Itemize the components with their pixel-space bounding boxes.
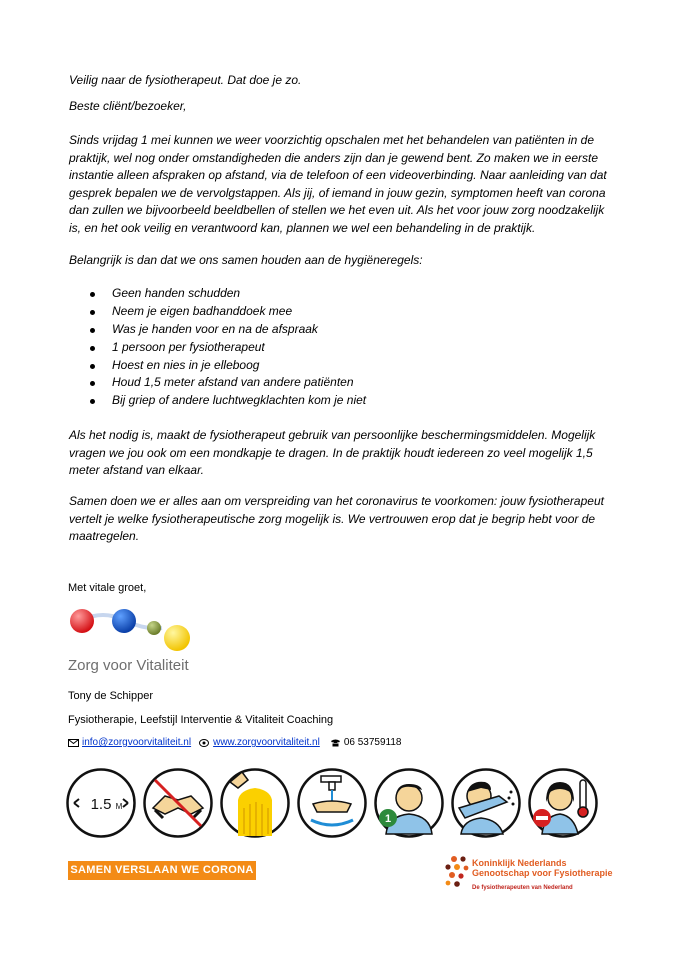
- knfg-dots-icon: [444, 856, 470, 888]
- paragraph-2-line: vragen we jou ook om een mondkapje te dragen. In de praktijk houdt iedereen zo veel mogelijk 1,5: [69, 445, 593, 460]
- salutation: Beste cliënt/bezoeker,: [69, 99, 187, 113]
- towel-icon: [222, 770, 289, 837]
- rule-text: 1 persoon per fysiotherapeut: [112, 339, 265, 354]
- envelope-icon: [68, 739, 79, 747]
- rule-text: Bij griep of andere luchtwegklachten kom je niet: [112, 393, 367, 408]
- paragraph-1-line: dan zullen we bijvoorbeeld beeldbellen of stellen we het even uit. Als het voor jouw zorg noodzakelijk: [69, 203, 605, 218]
- bullet-icon: [90, 399, 95, 404]
- paragraph-2: [69, 427, 609, 480]
- email-link[interactable]: info@zorgvoorvitaliteit.nl: [82, 737, 192, 748]
- paragraph-1-line: is, en het ook veilig en verantwoord kan, plannen we wel een behandeling in de praktijk.: [69, 220, 536, 235]
- distance-unit: M: [115, 802, 123, 811]
- knfg-logo: [444, 856, 624, 896]
- bullet-icon: [90, 346, 95, 351]
- paragraph-2-line: Als het nodig is, maakt de fysiotherapeut gebruik van persoonlijke beschermingsmiddelen. Mogelijk: [69, 428, 596, 442]
- contact-line: [68, 737, 401, 748]
- one-person-badge: 1: [384, 813, 392, 825]
- no-flu-icon: [530, 770, 597, 837]
- paragraph-3-line: Samen doen we er alles aan om verspreiding van het coronavirus te voorkomen: jouw fysiotherapeut: [69, 494, 604, 508]
- bullet-icon: [90, 292, 95, 297]
- list-item: [90, 285, 366, 303]
- company-logo: [66, 608, 201, 678]
- distance-icon: [68, 770, 135, 837]
- paragraph-3: [69, 493, 609, 546]
- paragraph-1-line: gesprek bepalen we de vervolgstappen. Als jij, of iemand in jouw gezin, symptomen heeft van corona: [69, 185, 606, 200]
- paragraph-1-line: Sinds vrijdag 1 mei kunnen we weer voorzichtig opschalen met het behandelen van patiënten in de: [69, 133, 594, 147]
- hygiene-intro: Belangrijk is dan dat we ons samen houden aan de hygiëneregels:: [69, 253, 423, 267]
- logo-text: Zorg voor Vitaliteit: [68, 657, 189, 674]
- handwash-icon: [299, 770, 366, 837]
- closing: Met vitale groet,: [68, 582, 147, 594]
- paragraph-3-line: maatregelen.: [69, 529, 140, 544]
- rule-text: Was je handen voor en na de afspraak: [112, 321, 318, 336]
- paragraph-1-line: instantie alleen afspraken op afstand, via de telefoon of een videoverbinding. Naar aanleiding van dat: [69, 168, 607, 183]
- list-item: [90, 374, 366, 392]
- list-item: [90, 303, 366, 321]
- cough-elbow-icon: [453, 770, 520, 837]
- no-handshake-icon: [145, 770, 212, 837]
- list-item: [90, 357, 366, 375]
- one-person-icon: [376, 770, 443, 837]
- hygiene-rules-list: [90, 285, 366, 410]
- knfg-line-2: Genootschap voor Fysiotherapie: [472, 868, 613, 878]
- list-item: [90, 321, 366, 339]
- rule-text: Houd 1,5 meter afstand van andere patiënten: [112, 375, 354, 390]
- bullet-icon: [90, 328, 95, 333]
- phone-icon: [330, 739, 341, 747]
- knfg-line-1: Koninklijk Nederlands: [472, 858, 567, 868]
- logo-balls-icon: [66, 608, 201, 652]
- bullet-icon: [90, 310, 95, 315]
- letter-title: Veilig naar de fysiotherapeut. Dat doe je zo.: [69, 73, 302, 87]
- rule-text: Neem je eigen badhanddoek mee: [112, 303, 293, 318]
- phone-number: 06 53759118: [343, 737, 402, 748]
- website-link[interactable]: www.zorgvoorvitaliteit.nl: [213, 737, 320, 748]
- knfg-tagline: De fysiotherapeuten van Nederland: [472, 885, 573, 891]
- paragraph-1: [69, 132, 609, 238]
- distance-label: 1.5: [90, 796, 112, 813]
- bullet-icon: [90, 381, 95, 386]
- rule-text: Hoest en nies in je elleboog: [112, 357, 260, 372]
- paragraph-1-line: praktijk, wel nog onder omstandigheden die anders zijn dan je gewend bent. Zo maken we in eerste: [69, 150, 598, 165]
- signer-name: Tony de Schipper: [68, 690, 153, 702]
- list-item: [90, 392, 366, 410]
- corona-banner: SAMEN VERSLAAN WE CORONA: [68, 861, 256, 880]
- paragraph-2-line: meter afstand van elkaar.: [69, 463, 204, 478]
- bullet-icon: [90, 364, 95, 369]
- globe-icon: [199, 739, 209, 747]
- list-item: [90, 339, 366, 357]
- paragraph-3-line: vertelt je welke fysiotherapeutische zorg mogelijk is. We vertrouwen erop dat je begrip hebt voor de: [69, 511, 596, 526]
- rule-text: Geen handen schudden: [112, 286, 241, 300]
- hygiene-icons-row: [66, 768, 606, 838]
- signer-role: Fysiotherapie, Leefstijl Interventie & Vitaliteit Coaching: [68, 714, 334, 726]
